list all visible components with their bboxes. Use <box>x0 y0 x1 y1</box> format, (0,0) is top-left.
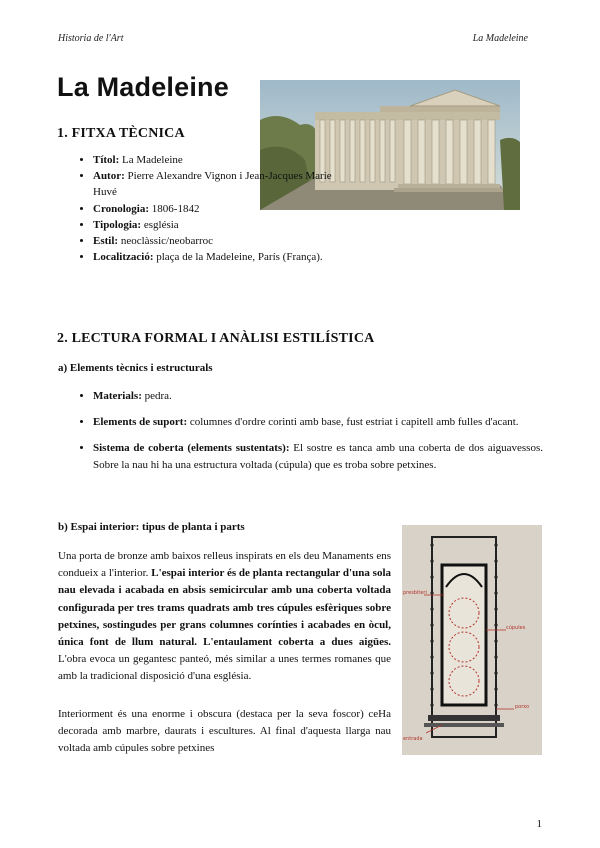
list-item <box>93 388 543 405</box>
item-value: Pierre Alexandre Vignon i Jean-Jacques Marie Huvé <box>93 170 332 199</box>
item-label: Localització: <box>93 251 154 264</box>
fitxa-list <box>58 152 358 265</box>
page-title: La Madeleine <box>57 72 229 102</box>
list-item <box>93 414 543 431</box>
section1-heading: 1. FITXA TÈCNICA <box>57 126 185 141</box>
item-label: Sistema de coberta (elements sustentats): <box>93 442 290 454</box>
item-value: columnes d'ordre corinti amb base, fust estriat i capitell amb fulles d'acant. <box>187 416 519 428</box>
plan-label-entrada: entrada <box>403 736 423 742</box>
elements-list <box>58 388 543 483</box>
item-value: pedra. <box>141 390 172 402</box>
para-text: Una porta de bronze amb baixos relleus inspirats en els deu Manaments ens condueix a l'interior. <box>58 550 391 580</box>
item-value: plaça de la Madeleine, París (França). <box>153 251 323 264</box>
section2-heading: 2. LECTURA FORMAL I ANÀLISI ESTILÍSTICA <box>57 331 375 346</box>
item-value: 1806-1842 <box>149 202 200 215</box>
item-value: La Madeleine <box>119 154 183 166</box>
paragraph-interior-2: Interiorment és una enorme i obscura (destaca per la seva foscor) ceHa decorada amb marbre, daurats i escultures. Al final d'aquesta llarga nau voltada amb cúpules sobre petxines <box>58 708 391 755</box>
list-item <box>93 168 358 200</box>
running-header-left: Historia de l'Art <box>58 33 124 44</box>
running-header-right: La Madeleine <box>472 33 528 44</box>
para-bold-text: L'espai interior és de planta rectangular d'una sola nau elevada i acabada en absis semicircular amb una coberta voltada configurada per tres trams quadrats amb tres cúpules esfèriques sobre petxines, sostingudes per grans columnes corínties i acabades en òcul, única font de llum natural. L'entaulament coberta a dues aigües. <box>58 567 391 649</box>
floor-plan-image <box>402 525 542 755</box>
subheading-a: a) Elements tècnics i estructurals <box>58 362 213 374</box>
paragraph-interior <box>58 548 391 686</box>
plan-label-cupules: cúpules <box>506 625 526 631</box>
plan-label-presbiteri: presbiteri <box>403 590 427 596</box>
subheading-b: b) Espai interior: tipus de planta i parts <box>58 521 245 533</box>
para-text: L'obra evoca un gegantesc panteó, més similar a unes termes romanes que amb la tradicional disposició d'una església. <box>58 653 391 683</box>
page-number: 1 <box>536 818 542 830</box>
item-value: església <box>141 218 179 231</box>
item-value: neoclàssic/neobarroc <box>118 235 214 248</box>
list-item <box>93 440 543 474</box>
list-item <box>93 233 358 249</box>
item-label: Autor: <box>93 170 125 183</box>
list-item <box>93 201 358 217</box>
item-value: El sostre es tanca amb una coberta de dos aiguavessos. Sobre la nau hi ha una estructura voltada (cúpula) que es troba sobre petxines. <box>93 442 543 471</box>
plan-label-porxo: porxo <box>515 704 530 710</box>
item-label: Títol: <box>93 154 120 166</box>
item-label: Cronologia: <box>93 202 150 215</box>
list-item <box>93 249 413 265</box>
item-label: Estil: <box>93 235 119 248</box>
item-label: Elements de suport: <box>93 416 188 428</box>
list-item <box>93 152 358 168</box>
list-item <box>93 217 358 233</box>
item-label: Materials: <box>93 390 142 402</box>
item-label: Tipologia: <box>93 218 142 231</box>
